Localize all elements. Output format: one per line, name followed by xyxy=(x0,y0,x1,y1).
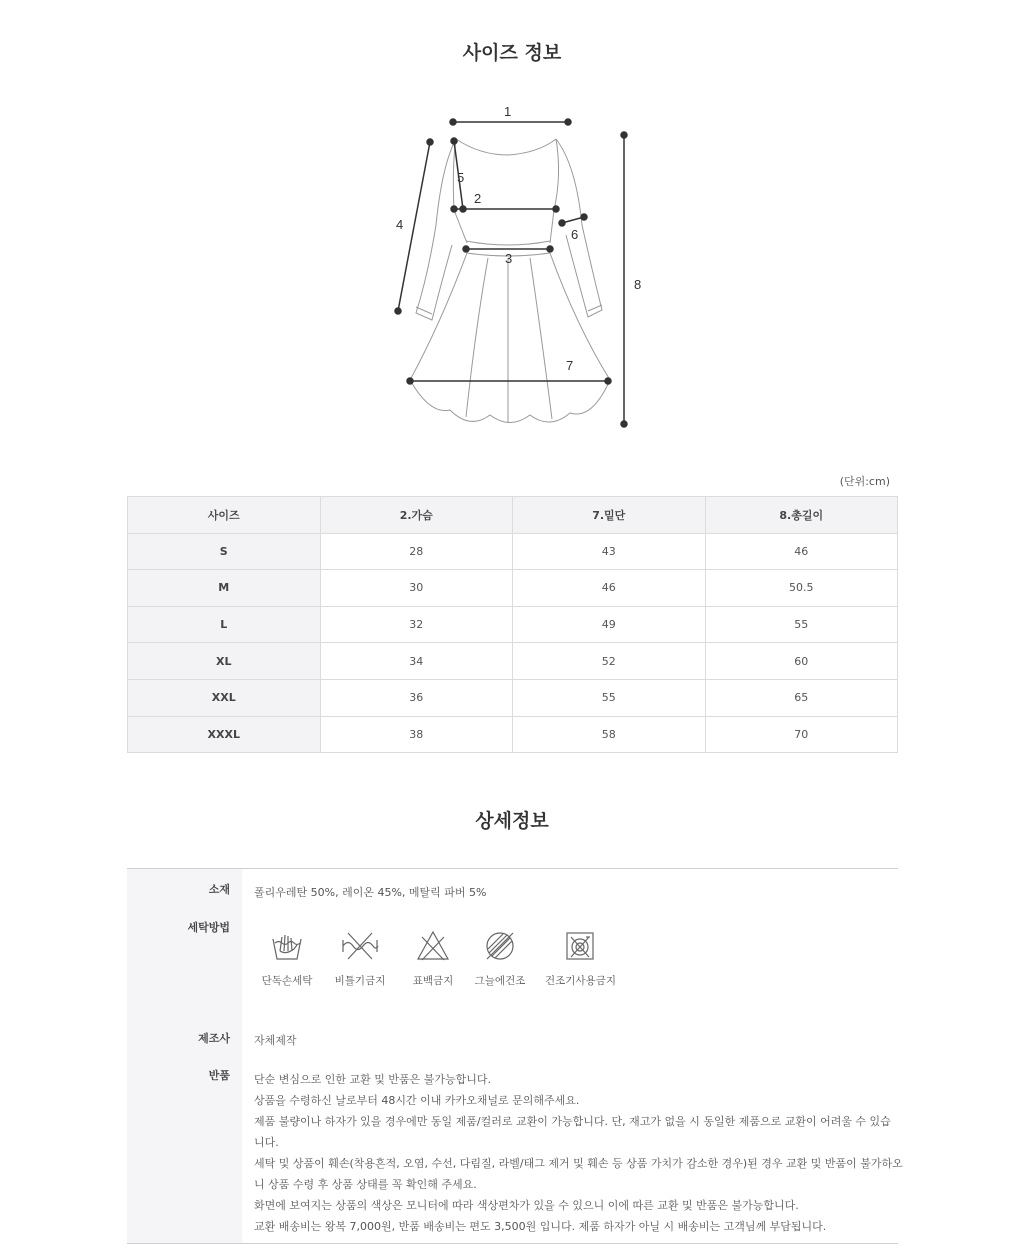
cell-total-length: 46 xyxy=(705,533,898,570)
material-label: 소재 xyxy=(208,883,230,896)
size-info-title: 사이즈 정보 xyxy=(462,42,562,64)
header-size: 사이즈 xyxy=(128,497,321,534)
maker-value: 자체제작 xyxy=(254,1034,297,1047)
cell-hem: 58 xyxy=(513,716,706,753)
detail-table xyxy=(127,868,903,1244)
cell-size: XXL xyxy=(128,679,321,716)
table-row xyxy=(128,606,898,643)
maker-label: 제조사 xyxy=(198,1032,230,1045)
no-bleach-icon xyxy=(416,929,450,963)
unit-label: (단위:cm) xyxy=(839,475,890,488)
cell-chest: 32 xyxy=(320,606,513,643)
return-line: 니 상품 수령 후 상품 상태를 꼭 확인해 주세요. xyxy=(254,1178,477,1191)
cell-hem: 46 xyxy=(513,570,706,607)
cell-chest: 36 xyxy=(320,679,513,716)
cell-hem: 43 xyxy=(513,533,706,570)
cell-size: L xyxy=(128,606,321,643)
no-wring-icon xyxy=(340,929,380,963)
cell-hem: 49 xyxy=(513,606,706,643)
care-item xyxy=(545,929,615,988)
table-header-row xyxy=(128,497,898,534)
wash-label: 세탁방법 xyxy=(187,921,230,934)
table-row xyxy=(128,716,898,753)
header-hem: 7.밑단 xyxy=(513,497,706,534)
cell-total-length: 70 xyxy=(705,716,898,753)
cell-size: M xyxy=(128,570,321,607)
header-total-length: 8.총길이 xyxy=(705,497,898,534)
dress-measurement-diagram xyxy=(380,95,660,440)
care-label: 표백금지 xyxy=(412,975,454,987)
care-item xyxy=(252,929,322,988)
table-row xyxy=(128,533,898,570)
hand-wash-icon xyxy=(270,929,304,963)
diagram-label-8: 8 xyxy=(634,277,642,292)
size-table xyxy=(127,496,898,753)
return-policy-text xyxy=(254,1069,903,1237)
table-row xyxy=(128,679,898,716)
diagram-label-3: 3 xyxy=(505,251,513,266)
no-tumble-dry-icon xyxy=(563,929,597,963)
cell-total-length: 50.5 xyxy=(705,570,898,607)
header-chest: 2.가슴 xyxy=(320,497,513,534)
return-line: 니다. xyxy=(254,1136,279,1149)
diagram-label-1: 1 xyxy=(504,104,512,119)
return-line: 화면에 보여지는 상품의 색상은 모니터에 따라 색상편차가 있을 수 있으니 이에 따른 교환 및 반품은 불가능합니다. xyxy=(254,1199,799,1212)
diagram-label-4: 4 xyxy=(396,217,404,232)
diagram-label-6: 6 xyxy=(571,227,579,242)
cell-hem: 55 xyxy=(513,679,706,716)
cell-total-length: 65 xyxy=(705,679,898,716)
cell-size: XXXL xyxy=(128,716,321,753)
care-label: 건조기사용금지 xyxy=(545,975,617,987)
diagram-label-2: 2 xyxy=(474,191,482,206)
cell-chest: 28 xyxy=(320,533,513,570)
return-line: 세탁 및 상품이 훼손(착용흔적, 오염, 수선, 다림질, 라벨/태그 제거 및 훼손 등 상품 가치가 감소한 경우)된 경우 교환 및 반품이 불가하오 xyxy=(254,1157,903,1170)
return-line: 제품 불량이나 하자가 있을 경우에만 동일 제품/컬러로 교환이 가능합니다. 단, 재고가 없을 시 동일한 제품으로 교환이 어려울 수 있습 xyxy=(254,1115,891,1128)
cell-chest: 30 xyxy=(320,570,513,607)
return-line: 교환 배송비는 왕복 7,000원, 반품 배송비는 편도 3,500원 입니다. 제품 하자가 아닐 시 배송비는 고객님께 부담됩니다. xyxy=(254,1220,827,1233)
cell-hem: 52 xyxy=(513,643,706,680)
cell-chest: 38 xyxy=(320,716,513,753)
shade-dry-icon xyxy=(483,929,517,963)
return-line: 단순 변심으로 인한 교환 및 반품은 불가능합니다. xyxy=(254,1073,491,1086)
return-line: 상품을 수령하신 날로부터 48시간 이내 카카오채널로 문의해주세요. xyxy=(254,1094,580,1107)
table-row xyxy=(128,643,898,680)
detail-info-title: 상세정보 xyxy=(475,810,549,832)
cell-total-length: 55 xyxy=(705,606,898,643)
care-item xyxy=(325,929,395,988)
cell-total-length: 60 xyxy=(705,643,898,680)
return-label: 반품 xyxy=(208,1069,230,1082)
diagram-label-5: 5 xyxy=(457,170,465,185)
diagram-label-7: 7 xyxy=(566,358,574,373)
care-label: 그늘에건조 xyxy=(474,975,526,987)
care-item xyxy=(398,929,468,988)
care-item xyxy=(465,929,535,988)
care-label: 비틀기금지 xyxy=(334,975,386,987)
material-value: 폴리우레탄 50%, 레이온 45%, 메탈릭 파버 5% xyxy=(254,886,487,899)
table-row xyxy=(128,570,898,607)
cell-chest: 34 xyxy=(320,643,513,680)
care-label: 단독손세탁 xyxy=(261,975,313,987)
cell-size: S xyxy=(128,533,321,570)
cell-size: XL xyxy=(128,643,321,680)
